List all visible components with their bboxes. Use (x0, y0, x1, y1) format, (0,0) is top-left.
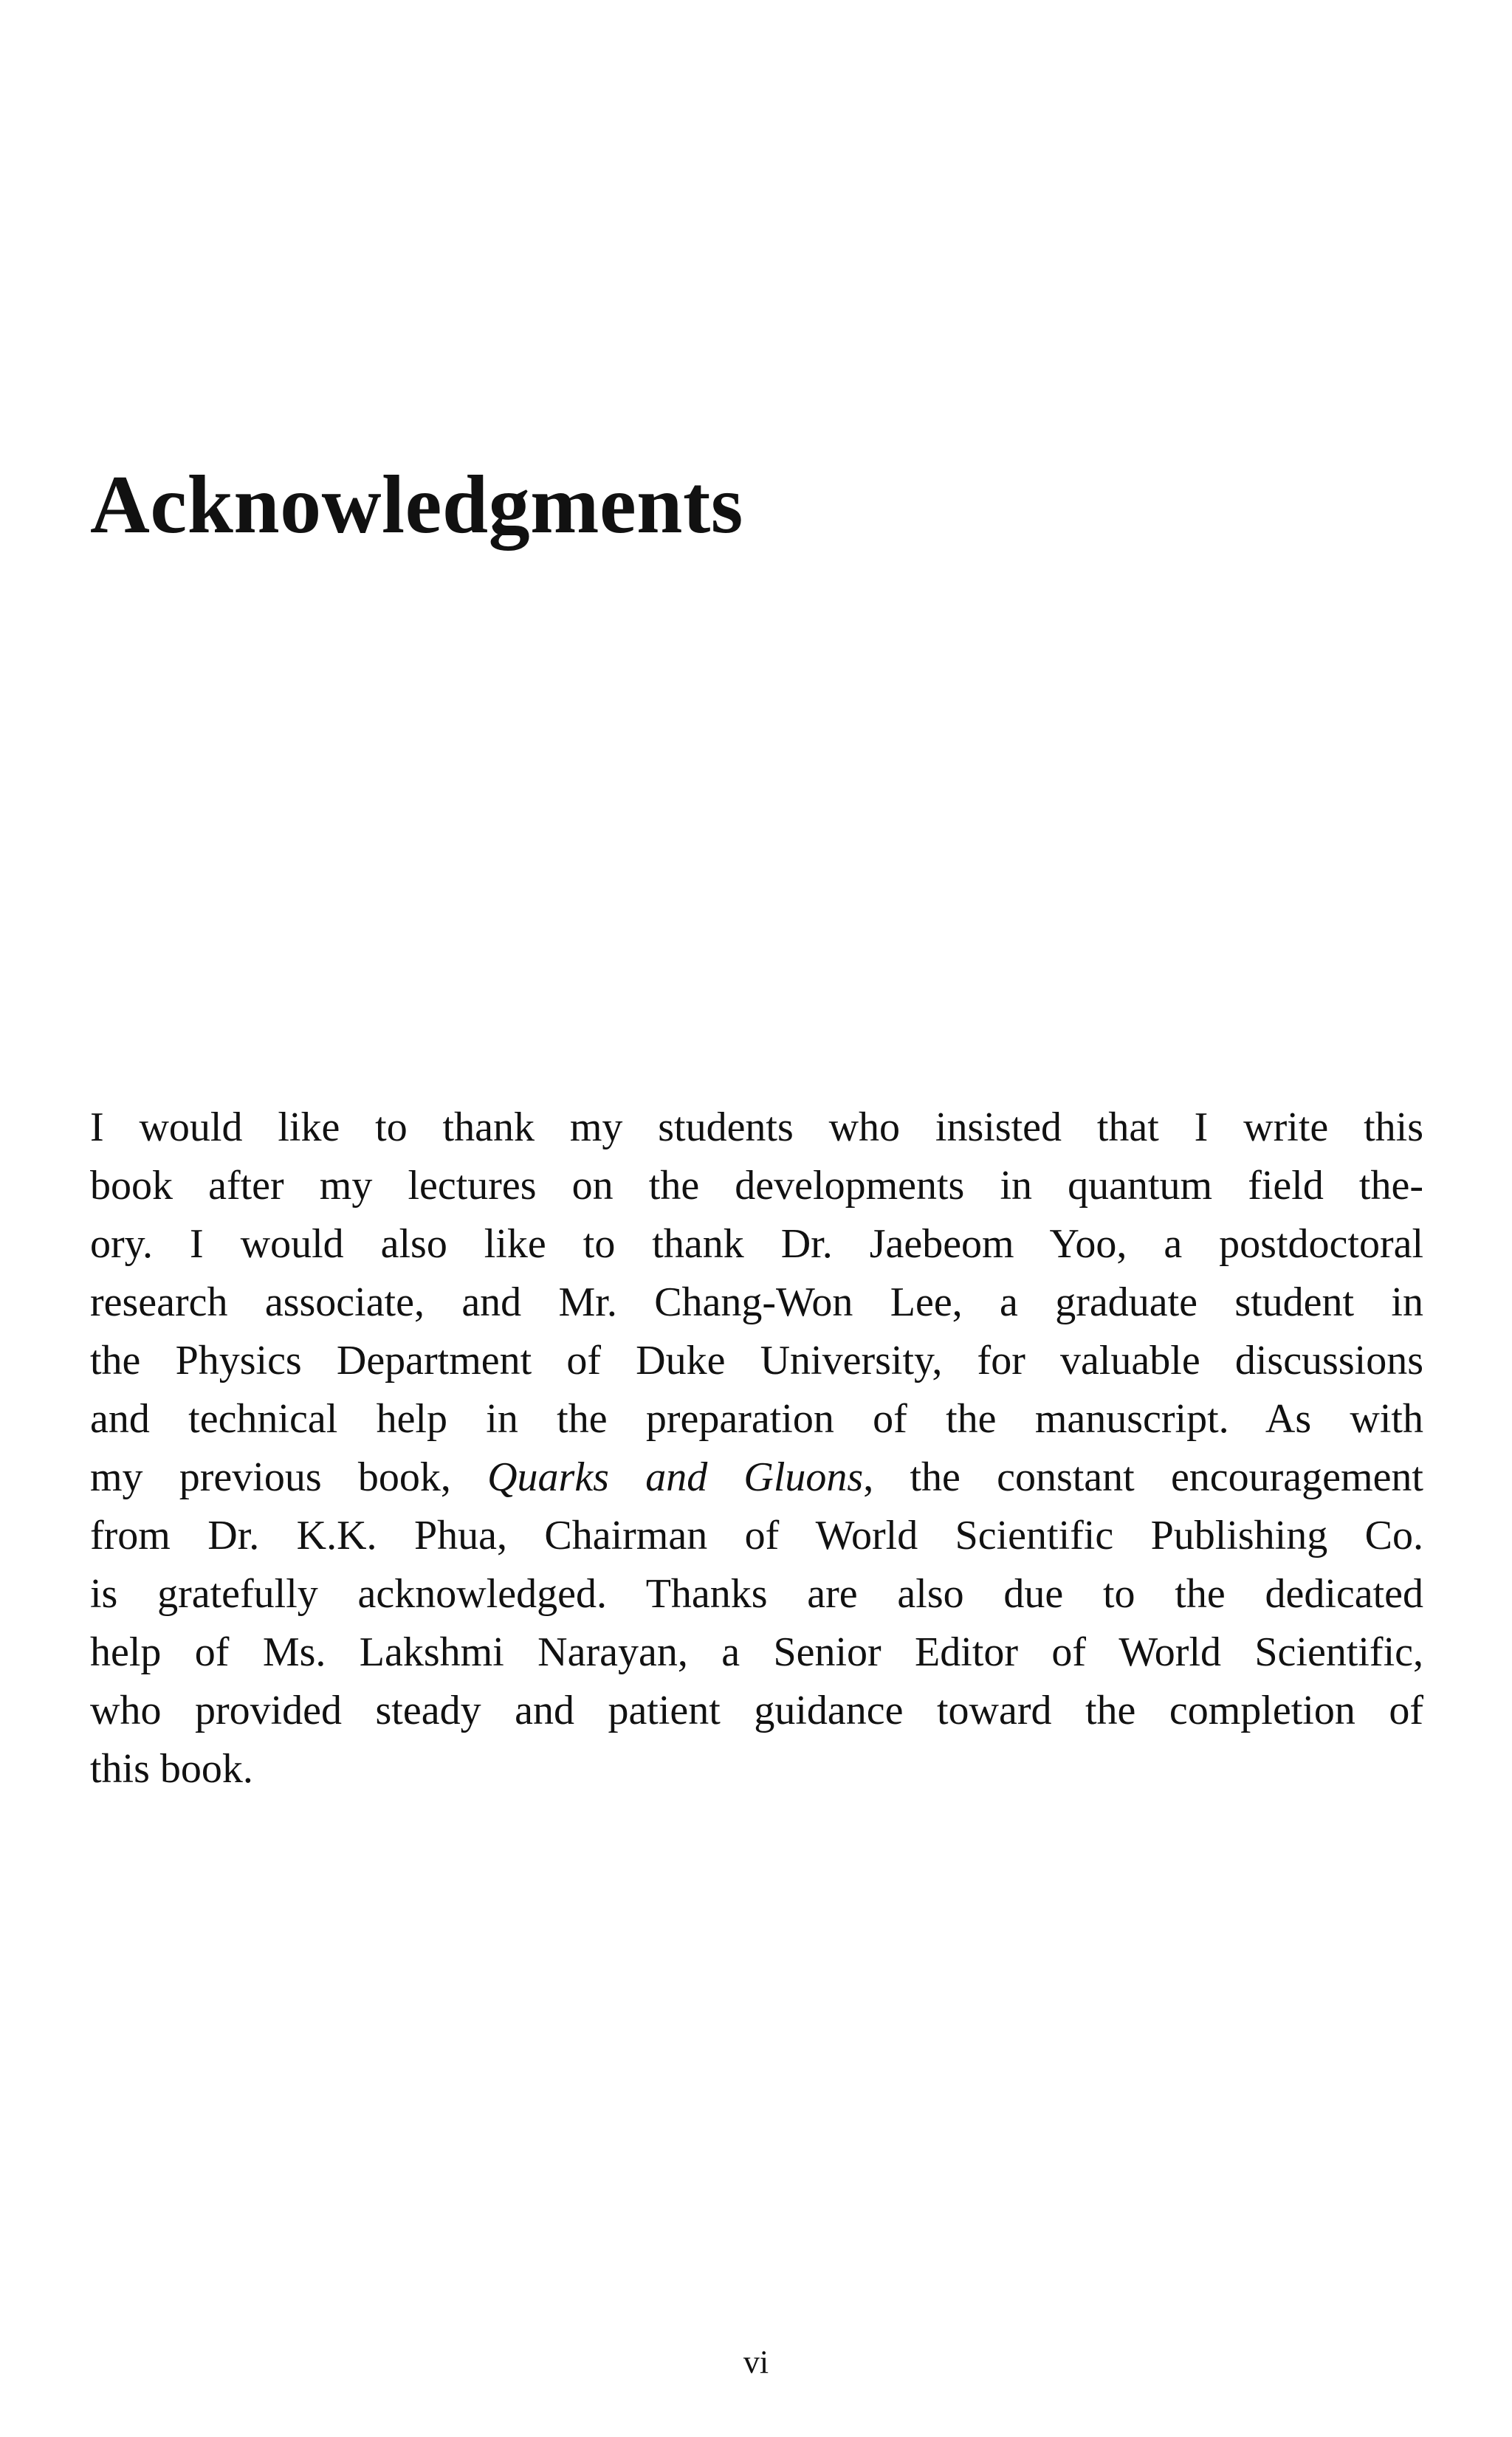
acknowledgments-paragraph (90, 1099, 1423, 1798)
paragraph-last-line: this book. (90, 1746, 253, 1792)
paragraph-line: and technical help in the preparation of the manuscript. As with (90, 1396, 1423, 1442)
paragraph-line: I would like to thank my students who insisted that I write this (90, 1104, 1423, 1150)
paragraph-line: ory. I would also like to thank Dr. Jaebeom Yoo, a postdoctoral (90, 1221, 1423, 1267)
paragraph-line: help of Ms. Lakshmi Narayan, a Senior Editor of World Scientific, (90, 1629, 1423, 1675)
book-title-italic: Quarks and Gluons (487, 1454, 864, 1500)
paragraph-line: book after my lectures on the developments in quantum field the- (90, 1163, 1423, 1209)
paragraph-line: research associate, and Mr. Chang-Won Lee, a graduate student in (90, 1279, 1423, 1325)
paragraph-line-with-book-title (90, 1448, 1423, 1507)
page-number: vi (743, 2344, 769, 2380)
paragraph-line: who provided steady and patient guidance toward the completion of (90, 1688, 1423, 1733)
line-text-after-title: , the constant encouragement (863, 1454, 1423, 1500)
chapter-title: Acknowledgments (90, 459, 743, 551)
line-text-before-title: my previous book, (90, 1454, 488, 1500)
paragraph-line: is gratefully acknowledged. Thanks are also due to the dedicated (90, 1571, 1423, 1617)
paragraph-line: from Dr. K.K. Phua, Chairman of World Scientific Publishing Co. (90, 1513, 1423, 1558)
paragraph-line: the Physics Department of Duke University, for valuable discussions (90, 1338, 1423, 1384)
